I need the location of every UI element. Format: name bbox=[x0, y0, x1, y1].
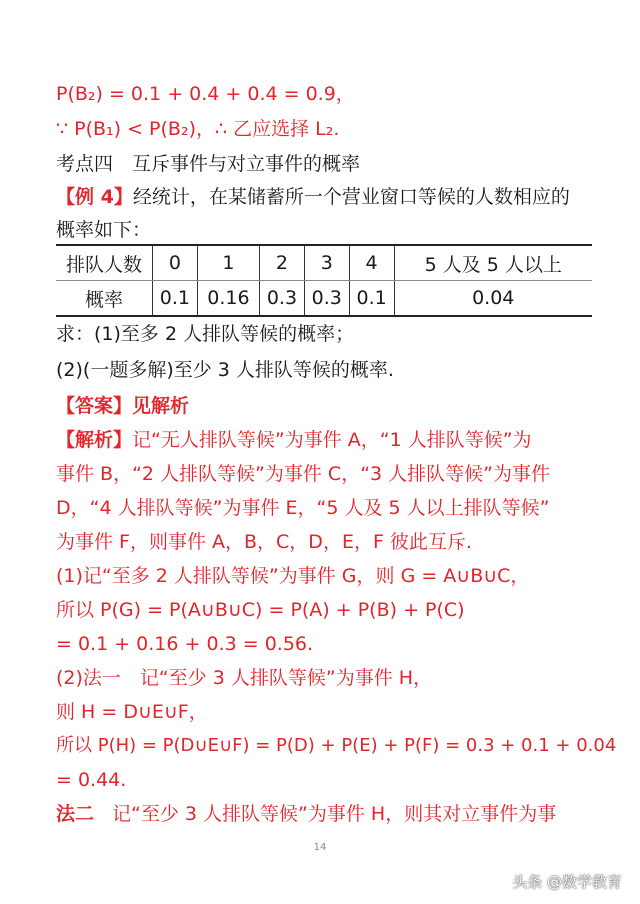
example-line bbox=[56, 183, 600, 211]
table-cell: 1 bbox=[197, 245, 259, 281]
analysis-line-3: D，“4 人排队等候”为事件 E，“5 人及 5 人以上排队等候” bbox=[56, 497, 550, 519]
table-cell: 0.1 bbox=[153, 281, 198, 317]
solution-line-8 bbox=[56, 800, 600, 828]
probability-table bbox=[56, 244, 592, 317]
analysis-line-4: 为事件 F，则事件 A，B，C，D，E，F 彼此互斥. bbox=[56, 531, 472, 553]
analysis-text: 记“无人排队等候”为事件 A，“1 人排队等候”为 bbox=[132, 429, 532, 451]
page-number: 14 bbox=[313, 842, 327, 853]
example-text: 经统计，在某储蓄所一个营业窗口等候的人数相应的 bbox=[132, 186, 570, 208]
solution-line-5: 则 H = D∪E∪F， bbox=[56, 701, 208, 723]
question-2: (2)(一题多解)至少 3 人排队等候的概率. bbox=[56, 359, 394, 381]
example-tag: 【例 4】 bbox=[56, 186, 133, 208]
analysis-tag: 【解析】 bbox=[56, 429, 133, 451]
solution-line-1: (1)记“至多 2 人排队等候”为事件 G，则 G = A∪B∪C， bbox=[56, 565, 530, 587]
prob-b2-line: P(B₂) = 0.1 + 0.4 + 0.4 = 0.9， bbox=[56, 83, 355, 105]
table-cell: 0.16 bbox=[197, 281, 259, 317]
watermark: 头条 @数学教育 bbox=[512, 873, 622, 891]
compare-line: ∵ P(B₁) < P(B₂)，∴ 乙应选择 L₂. bbox=[56, 118, 340, 140]
solution-line-7: = 0.44. bbox=[56, 769, 127, 791]
solution-line-4: (2)法一 记“至少 3 人排队等候”为事件 H， bbox=[56, 667, 433, 689]
table-cell: 5 人及 5 人以上 bbox=[394, 245, 592, 281]
analysis-line-2: 事件 B，“2 人排队等候”为事件 C，“3 人排队等候”为事件 bbox=[56, 463, 551, 485]
solution-line-2: 所以 P(G) = P(A∪B∪C) = P(A) + P(B) + P(C) bbox=[56, 599, 465, 621]
answer-line: 【答案】见解析 bbox=[56, 395, 190, 417]
table-cell: 0.04 bbox=[394, 281, 592, 317]
solution-line-3: = 0.1 + 0.16 + 0.3 = 0.56. bbox=[56, 633, 314, 655]
table-cell: 概率 bbox=[56, 281, 153, 317]
table-cell: 0.3 bbox=[260, 281, 305, 317]
table-cell: 0.1 bbox=[349, 281, 394, 317]
table-cell: 0 bbox=[153, 245, 198, 281]
table-cell: 4 bbox=[349, 245, 394, 281]
table-cell: 0.3 bbox=[304, 281, 349, 317]
table-header-row bbox=[56, 245, 592, 281]
analysis-line-1 bbox=[56, 426, 600, 454]
method-2-tag: 法二 bbox=[56, 803, 95, 825]
table-cell: 2 bbox=[260, 245, 305, 281]
table-cell: 3 bbox=[304, 245, 349, 281]
question-1: 求：(1)至多 2 人排队等候的概率； bbox=[56, 323, 355, 345]
table-cell: 排队人数 bbox=[56, 245, 153, 281]
example-line-2: 概率如下： bbox=[56, 219, 152, 241]
section-heading: 考点四 互斥事件与对立事件的概率 bbox=[56, 153, 361, 175]
method-2-text: 记“至少 3 人排队等候”为事件 H，则其对立事件为事 bbox=[112, 803, 557, 825]
table-row bbox=[56, 281, 592, 317]
solution-line-6: 所以 P(H) = P(D∪E∪F) = P(D) + P(E) + P(F) = 0.3 + 0.1 + 0.04 bbox=[56, 735, 617, 756]
